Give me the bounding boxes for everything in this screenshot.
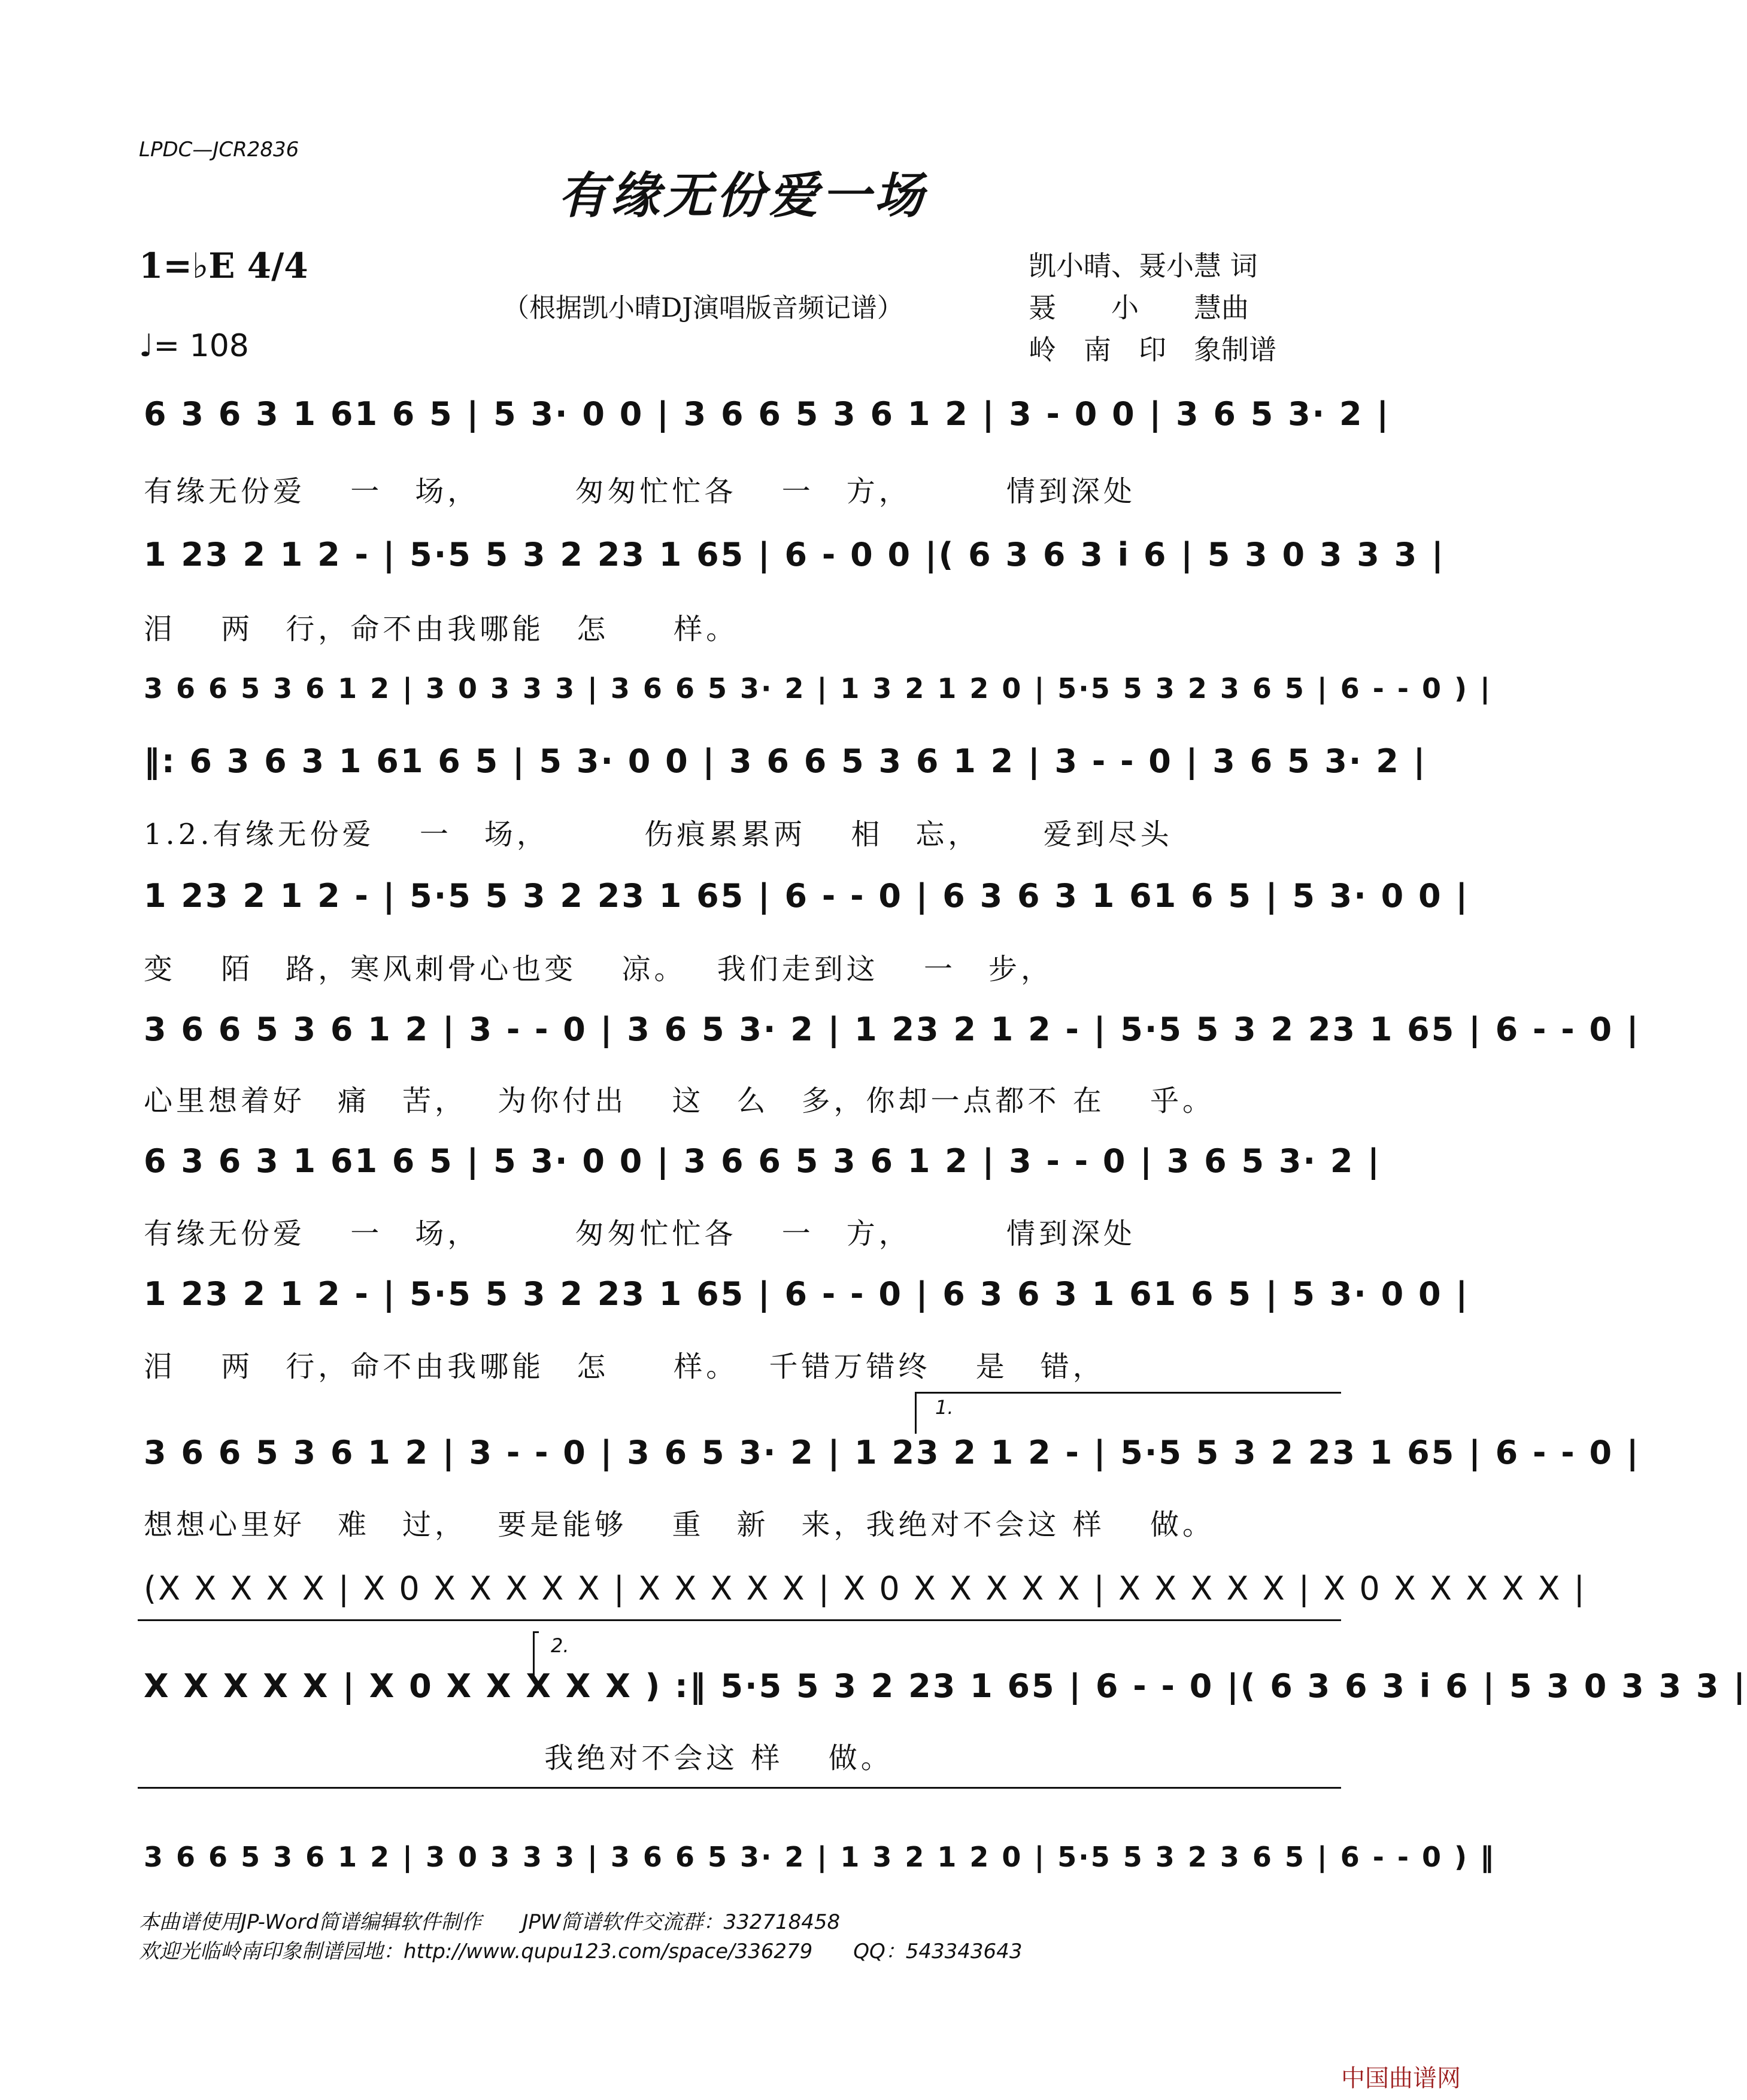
- notation-row: X X X X X | X 0 X X X X X ) :‖ 5·5 5 3 2 23 1 65 | 6 - - 0 |( 6 3 6 3 i 6 | 5 3 0 3 3 3 |: [144, 1667, 1747, 1705]
- notation-row: 3 6 6 5 3 6 1 2 | 3 - - 0 | 3 6 5 3· 2 | 1 23 2 1 2 - | 5·5 5 3 2 23 1 65 | 6 - - 0 |: [144, 1010, 1640, 1048]
- tempo-marking: ♩= 108: [139, 328, 249, 364]
- lyric-row: 变 陌 路，寒风刺骨心也变 凉。 我们走到这 一 步，: [144, 952, 1054, 986]
- notation-row: 3 6 6 5 3 6 1 2 | 3 0 3 3 3 | 3 6 6 5 3· 2 | 1 3 2 1 2 0 | 5·5 5 3 2 3 6 5 | 6 - - 0 ) |: [144, 672, 1492, 705]
- notation-row: 6 3 6 3 1 61 6 5 | 5 3· 0 0 | 3 6 6 5 3 6 1 2 | 3 - - 0 | 3 6 5 3· 2 |: [144, 1142, 1381, 1180]
- transcription-source: （根据凯小晴DJ演唱版音频记谱）: [503, 293, 903, 323]
- song-title: 有缘无份爱一场: [558, 167, 927, 224]
- notation-row: 3 6 6 5 3 6 1 2 | 3 0 3 3 3 | 3 6 6 5 3· 2 | 1 3 2 1 2 0 | 5·5 5 3 2 3 6 5 | 6 - - 0 ) ‖: [144, 1841, 1496, 1873]
- notation-row: ‖: 6 3 6 3 1 61 6 5 | 5 3· 0 0 | 3 6 6 5 3 6 1 2 | 3 - - 0 | 3 6 5 3· 2 |: [144, 742, 1427, 780]
- lyric-row: 有缘无份爱 一 场， 匆匆忙忙各 一 方， 情到深处: [144, 475, 1136, 508]
- volta-bracket-1-side: [915, 1392, 917, 1434]
- lyric-row: 想想心里好 难 过， 要是能够 重 新 来，我绝对不会这 样 做。: [144, 1508, 1215, 1541]
- footer-line: 本曲谱使用JP-Word简谱编辑软件制作 JPW简谱软件交流群：332718458: [139, 1910, 841, 1934]
- volta-number-1: 1.: [935, 1396, 954, 1419]
- lyric-row: 有缘无份爱 一 场， 匆匆忙忙各 一 方， 情到深处: [144, 1217, 1136, 1251]
- volta-number-2: 2.: [551, 1634, 569, 1657]
- divider-line: [138, 1787, 1341, 1789]
- lyric-row: 泪 两 行，命不由我哪能 怎 样。 千错万错终 是 错，: [144, 1350, 1105, 1383]
- document-code: LPDC—JCR2836: [139, 138, 299, 162]
- lyric-row: 我绝对不会这 样 做。: [144, 1741, 893, 1775]
- composer-credit: 聂 小 慧曲: [1029, 292, 1249, 324]
- notation-row: 3 6 6 5 3 6 1 2 | 3 - - 0 | 3 6 5 3· 2 | 1 23 2 1 2 - | 5·5 5 3 2 23 1 65 | 6 - - 0 |: [144, 1434, 1640, 1471]
- notation-row: 1 23 2 1 2 - | 5·5 5 3 2 23 1 65 | 6 - - 0 | 6 3 6 3 1 61 6 5 | 5 3· 0 0 |: [144, 877, 1470, 915]
- key-signature: 1=♭E 4/4: [139, 245, 308, 286]
- notation-row: 1 23 2 1 2 - | 5·5 5 3 2 23 1 65 | 6 - - 0 | 6 3 6 3 1 61 6 5 | 5 3· 0 0 |: [144, 1275, 1470, 1313]
- notation-row: 6 3 6 3 1 61 6 5 | 5 3· 0 0 | 3 6 6 5 3 6 1 2 | 3 - 0 0 | 3 6 5 3· 2 |: [144, 395, 1391, 433]
- rhythm-row: (X X X X X | X 0 X X X X X | X X X X X | X 0 X X X X X | X X X X X | X 0 X X X X X |: [144, 1570, 1587, 1607]
- watermark-logo: 中国曲谱网: [1341, 2065, 1461, 2092]
- arranger-credit: 岭 南 印 象制谱: [1029, 333, 1276, 366]
- lyric-row: 泪 两 行，命不由我哪能 怎 样。: [144, 612, 739, 646]
- volta-bracket-1: [915, 1392, 1341, 1394]
- divider-line: [138, 1619, 1341, 1621]
- lyric-row: 心里想着好 痛 苦， 为你付出 这 么 多，你却一点都不 在 乎。: [144, 1084, 1215, 1118]
- notation-row: 1 23 2 1 2 - | 5·5 5 3 2 23 1 65 | 6 - 0 0 |( 6 3 6 3 i 6 | 5 3 0 3 3 3 |: [144, 536, 1445, 573]
- lyric-row: 1.2.有缘无份爱 一 场， 伤痕累累两 相 忘， 爱到尽头: [144, 818, 1173, 851]
- footer-line: 欢迎光临岭南印象制谱园地：http://www.qupu123.com/space/336279 QQ：543343643: [139, 1940, 1023, 1964]
- lyricist-credit: 凯小晴、聂小慧 词: [1029, 250, 1258, 282]
